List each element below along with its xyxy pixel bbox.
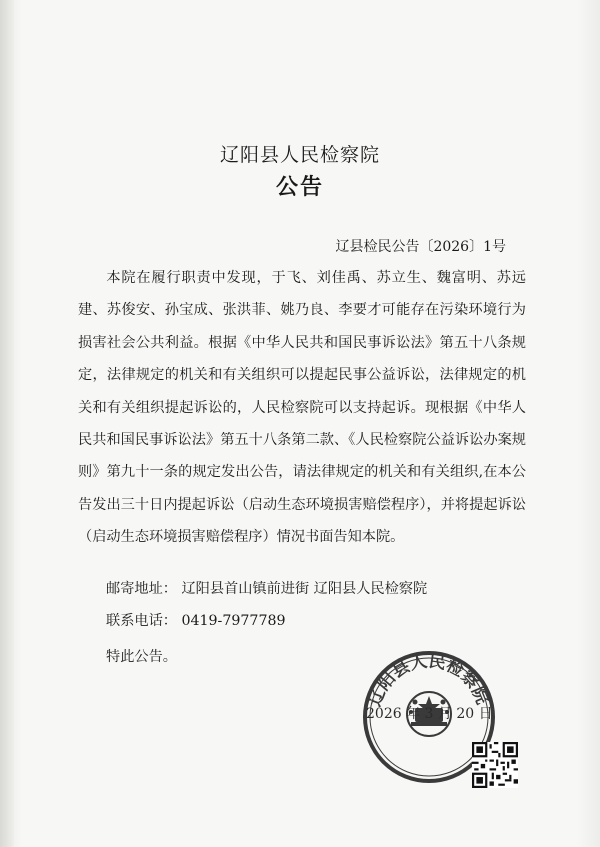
body-paragraph: 本院在履行职责中发现，于飞、刘佳禹、苏立生、魏富明、苏远建、苏俊安、孙宝成、张洪菲、姚乃良、李要才可能存在污染环境行为损害社会公共利益。根据《中华人民共和国民事诉讼法》第五十八条规定，法律规定的机关和有关组织可以提起民事公益诉讼，法律规定的机关和有关组织提起诉讼的，人民检察院可以支持起诉。现根据《中华人民共和国民事诉讼法》第五十八条第二款、《人民检察院公益诉讼办案规则》第九十一条的规定发出公告，请法律规定的机关和有关组织,在本公告发出三十日内提起诉讼（启动生态环境损害赔偿程序），并将提起诉讼（启动生态环境损害赔偿程序）情况书面告知本院。 (78, 270, 526, 546)
page-spine-shadow (0, 0, 14, 847)
contact-phone: 联系电话： 0419-7977789 (106, 613, 286, 629)
document-number: 辽县检民公告〔2026〕1号 (335, 239, 506, 255)
mailing-address: 邮寄地址： 辽阳县首山镇前进街 辽阳县人民检察院 (106, 581, 428, 597)
svg-text:辽阳县人民检察院: 辽阳县人民检察院 (365, 651, 493, 710)
document-date: 2026 年 3 月 20 日 (366, 706, 493, 722)
closing-text: 特此公告。 (106, 649, 177, 665)
document-title: 公告 (275, 174, 324, 200)
qr-code-icon (472, 742, 518, 788)
organization-name: 辽阳县人民检察院 (219, 144, 380, 166)
